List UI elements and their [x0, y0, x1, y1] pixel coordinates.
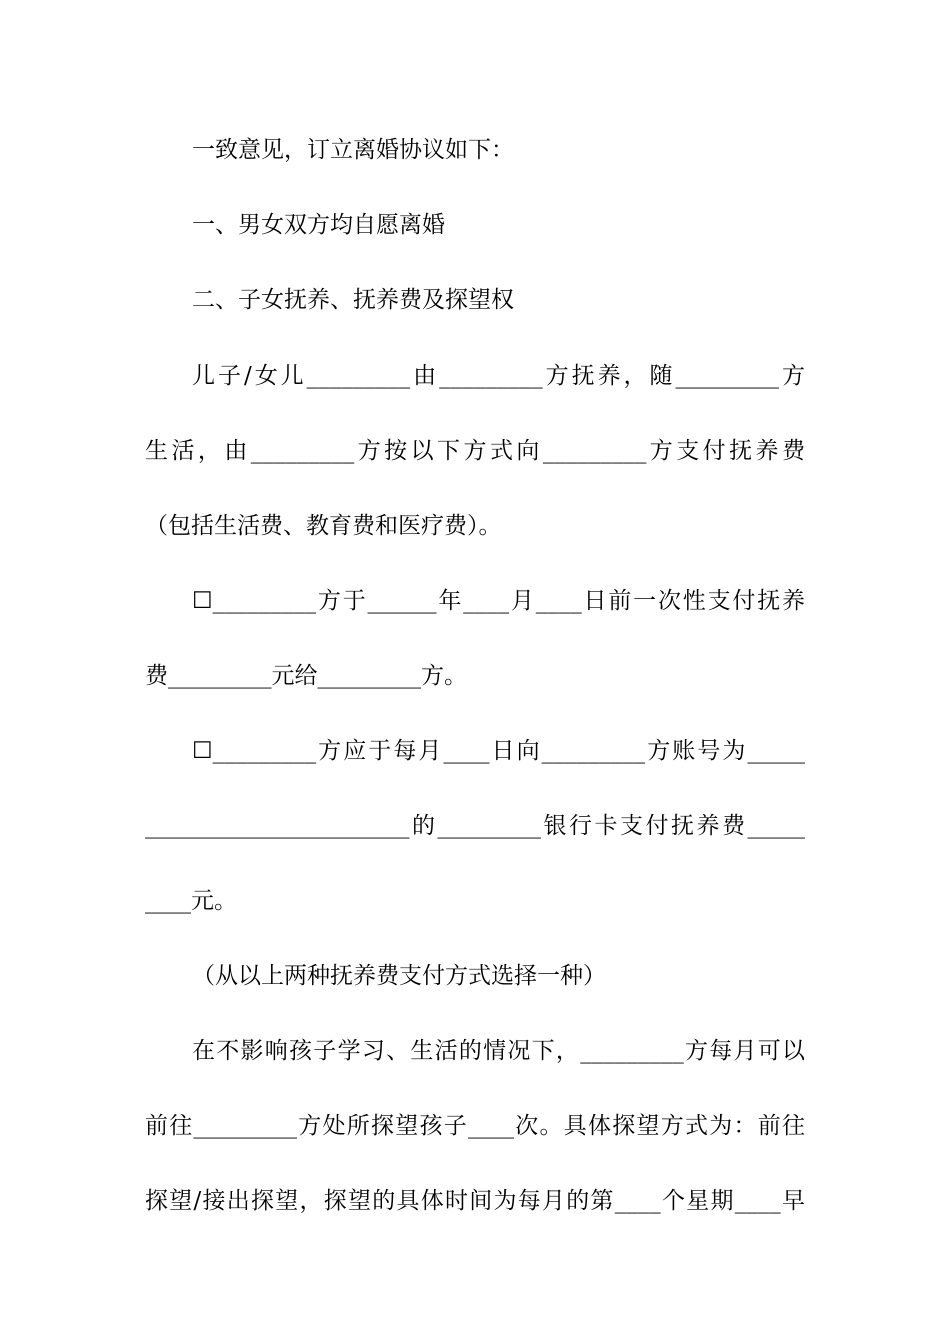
text-line-visitation-time: 探望/接出探望，探望的具体时间为每月的第____个星期____早 [145, 1188, 805, 1214]
option-lump-sum-cont: 费_________元给_________方。 [145, 663, 467, 689]
text-line-visitation-cont: 前往_________方处所探望孩子____次。具体探望方式为：前往 [145, 1113, 805, 1139]
text-line-support: 生活，由_________方按以下方式向_________方支付抚养费 [145, 438, 805, 464]
text-line-visitation: 在不影响孩子学习、生活的情况下，_________方每月可以 [192, 1038, 805, 1064]
option-monthly-cont: _______________________的_________银行卡支付抚养费_____ [145, 813, 805, 839]
option-monthly-amount: ____元。 [145, 888, 237, 914]
clause-heading-2: 二、子女抚养、抚养费及探望权 [192, 287, 514, 313]
option-lump-sum: ☐_________方于______年____月____日前一次性支付抚养 [192, 588, 805, 614]
text-line-choose-note: （从以上两种抚养费支付方式选择一种） [192, 963, 606, 989]
clause-heading-1: 一、男女双方均自愿离婚 [192, 212, 445, 238]
text-line-intro: 一致意见，订立离婚协议如下： [192, 137, 514, 163]
text-line-custody: 儿子/女儿_________由_________方抚养，随_________方 [192, 363, 805, 389]
option-monthly: ☐_________方应于每月____日向_________方账号为_____ [192, 738, 805, 764]
text-line-support-scope: （包括生活费、教育费和医疗费）。 [145, 513, 502, 539]
